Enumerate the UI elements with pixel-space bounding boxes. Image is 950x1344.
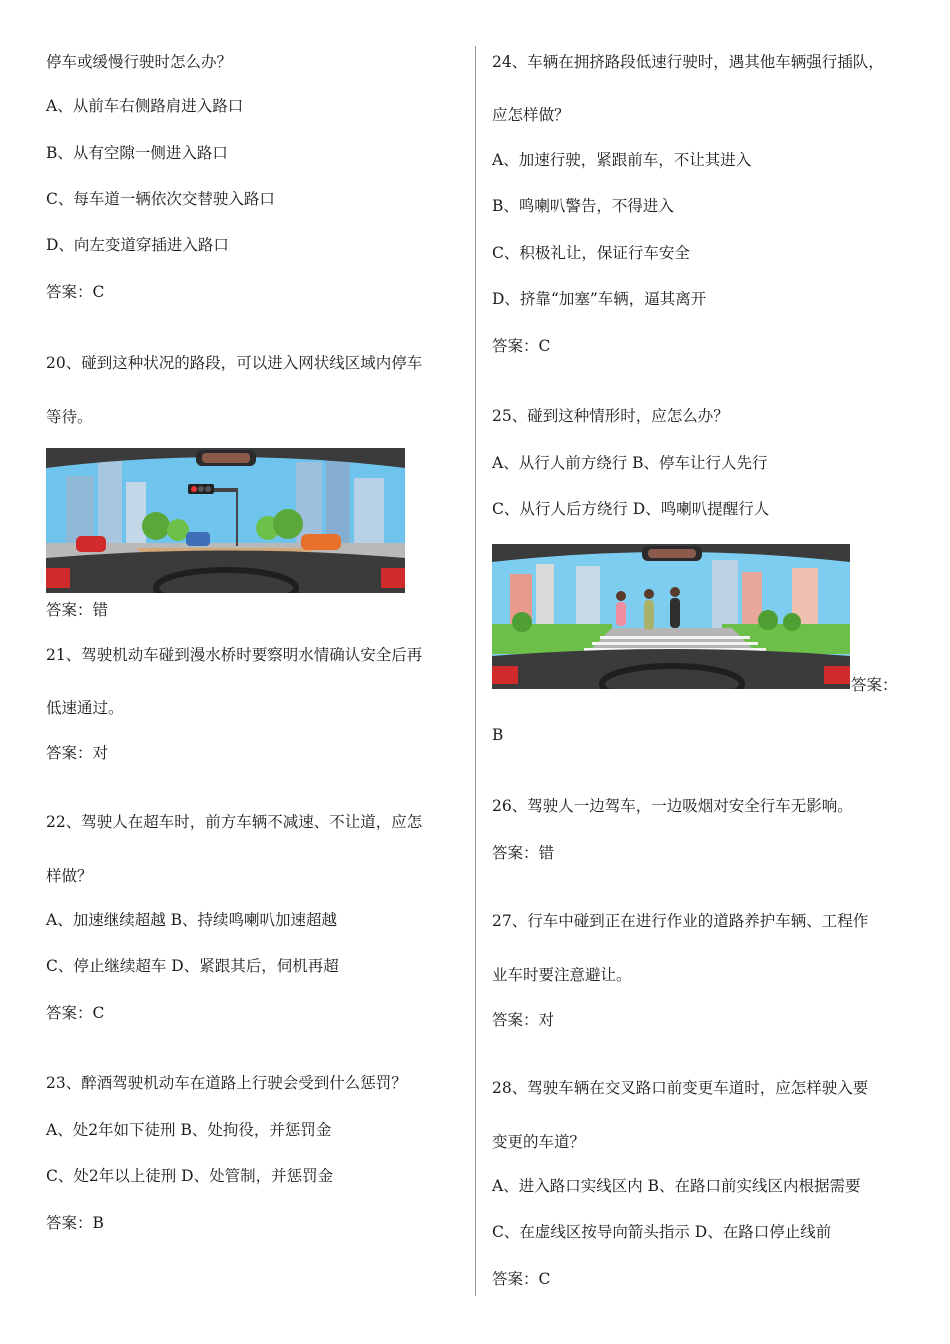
q25-answer-label: 答案： — [851, 676, 898, 694]
q24-question: 24、车辆在拥挤路段低速行驶时，遇其他车辆强行插队， — [492, 53, 884, 71]
q26-answer: 答案：错 — [492, 844, 555, 862]
q20-answer: 答案：错 — [46, 601, 109, 619]
q24-option-c: C、积极礼让，保证行车安全 — [492, 244, 690, 262]
q24-answer: 答案：C — [492, 337, 551, 355]
q19-continuation: 停车或缓慢行驶时怎么办？ — [46, 53, 233, 71]
q22-options-cd: C、停止继续超车 D、紧跟其后，伺机再超 — [46, 957, 339, 975]
q25-question: 25、碰到这种情形时，应怎么办？ — [492, 407, 729, 425]
q28-question: 28、驾驶车辆在交叉路口前变更车道时，应怎样驶入要 — [492, 1079, 869, 1097]
q28-question-cont: 变更的车道？ — [492, 1133, 586, 1151]
q21-question: 21、驾驶机动车碰到漫水桥时要察明水情确认安全后再 — [46, 646, 423, 664]
q23-options-ab: A、处2年如下徒刑 B、处拘役，并惩罚金 — [46, 1121, 332, 1139]
q19-option-a: A、从前车右侧路肩进入路口 — [46, 97, 244, 115]
q22-answer: 答案：C — [46, 1004, 105, 1022]
q25-options-ab: A、从行人前方绕行 B、停车让行人先行 — [492, 454, 768, 472]
q21-question-cont: 低速通过。 — [46, 699, 124, 717]
q20-road-image — [46, 448, 405, 593]
q19-answer: 答案：C — [46, 283, 105, 301]
q23-question: 23、醉酒驾驶机动车在道路上行驶会受到什么惩罚？ — [46, 1074, 407, 1092]
q24-option-a: A、加速行驶，紧跟前车，不让其进入 — [492, 151, 752, 169]
q26-question: 26、驾驶人一边驾车，一边吸烟对安全行车无影响。 — [492, 797, 853, 815]
q24-option-d: D、挤靠“加塞”车辆，逼其离开 — [492, 290, 707, 308]
q25-options-cd: C、从行人后方绕行 D、鸣喇叭提醒行人 — [492, 500, 770, 518]
q28-answer: 答案：C — [492, 1270, 551, 1288]
q19-option-c: C、每车道一辆依次交替驶入路口 — [46, 190, 275, 208]
q24-option-b: B、鸣喇叭警告，不得进入 — [492, 197, 674, 215]
q21-answer: 答案：对 — [46, 744, 109, 762]
q24-question-cont: 应怎样做？ — [492, 106, 570, 124]
q19-option-b: B、从有空隙一侧进入路口 — [46, 144, 228, 162]
q25-pedestrian-image — [492, 544, 850, 689]
q22-question-cont: 样做？ — [46, 867, 93, 885]
q22-question: 22、驾驶人在超车时，前方车辆不减速、不让道，应怎 — [46, 813, 423, 831]
q25-answer-value: B — [492, 726, 504, 744]
q28-options-ab: A、进入路口实线区内 B、在路口前实线区内根据需要 — [492, 1177, 861, 1195]
q27-answer: 答案：对 — [492, 1011, 555, 1029]
q19-option-d: D、向左变道穿插进入路口 — [46, 236, 229, 254]
column-divider — [475, 46, 476, 1296]
q23-answer: 答案：B — [46, 1214, 104, 1232]
q20-question: 20、碰到这种状况的路段，可以进入网状线区域内停车 — [46, 354, 423, 372]
q23-options-cd: C、处2年以上徒刑 D、处管制，并惩罚金 — [46, 1167, 334, 1185]
q27-question: 27、行车中碰到正在进行作业的道路养护车辆、工程作 — [492, 912, 869, 930]
q20-question-cont: 等待。 — [46, 408, 93, 426]
q22-options-ab: A、加速继续超越 B、持续鸣喇叭加速超越 — [46, 911, 338, 929]
q28-options-cd: C、在虚线区按导向箭头指示 D、在路口停止线前 — [492, 1223, 832, 1241]
q27-question-cont: 业车时要注意避让。 — [492, 966, 632, 984]
